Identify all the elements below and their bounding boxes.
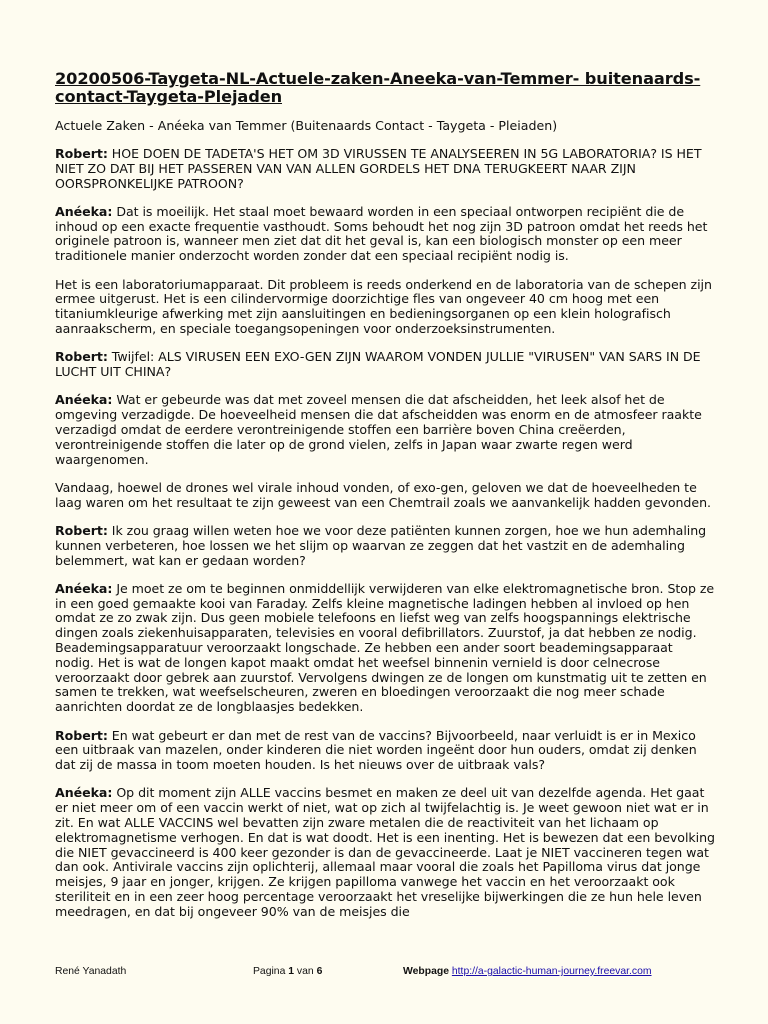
paragraph-list [55, 147, 715, 920]
paragraph [55, 147, 715, 191]
paragraph-text: HOE DOEN DE TADETA'S HET OM 3D VIRUSSEN TE ANALYSEEREN IN 5G LABORATORIA? IS HET NIET ZO DAT BIJ HET PASSEREN VAN VAN ALLEN GORDELS HET DNA TERUGKEERT NAAR ZIJN OORSPRONKELIJKE PATROON? [55, 146, 702, 191]
paragraph-text: Het is een laboratoriumapparaat. Dit probleem is reeds onderkend en de laboratoria van de schepen zijn ermee uitgerust. Het is een cilindervormige doorzichtige fles van ongeveer 40 cm hoog met een titaniumkleurige afwerking met zijn aansluitingen en bedieningsorganen op een klein holografisch aanraakscherm, en speciale toegangsopeningen voor onderzoeksinstrumenten. [55, 276, 712, 336]
page-current: 1 [288, 966, 295, 977]
footer-page-number [253, 966, 322, 977]
document-subtitle: Actuele Zaken - Anéeka van Temmer (Buitenaards Contact - Taygeta - Pleiaden) [55, 118, 558, 133]
paragraph-text: Wat er gebeurde was dat met zoveel mensen die dat afscheidden, het leek alsof het de omgeving verzadigde. De hoeveelheid mensen die dat afscheidden was enorm en de atmosfeer raakte verzadigd omdat de eerdere verontreinigende stoffen een barrière boven China creëerden, verontreinigende stoffen die later op de grond vielen, zelfs in Japan waar zwarte regen werd waargenomen. [55, 392, 702, 467]
page-total: 6 [316, 966, 323, 977]
speaker-label: Robert: [55, 522, 108, 538]
paragraph [55, 205, 715, 264]
paragraph [55, 278, 715, 337]
paragraph-text: Twijfel: ALS VIRUSEN EEN EXO-GEN ZIJN WAAROM VONDEN JULLIE "VIRUSEN" VAN SARS IN DE LUCHT UIT CHINA? [55, 349, 701, 380]
paragraph [55, 350, 715, 380]
speaker-label: Robert: [55, 349, 108, 365]
footer-author: René Yanadath [55, 966, 127, 977]
page-prefix: Pagina [253, 966, 289, 977]
paragraph [55, 729, 715, 773]
paragraph [55, 786, 715, 919]
paragraph-text: Op dit moment zijn ALLE vaccins besmet en maken ze deel uit van dezelfde agenda. Het gaat er niet meer om of een vaccin werkt of niet, wat op zich al twijfelachtig is. Je weet gewoon niet wat er in zit. En wat ALLE VACCINS wel bevatten zijn zware metalen die de reactiviteit van het lichaam op elektromagnetisme verhogen. En dat is wat doodt. Het is een inenting. Het is bewezen dat een bevolking die NIET gevaccineerd is 400 keer gezonder is dan de gevaccineerde. Laat je NIET vaccineren tegen wat dan ook. Antivirale vaccins zijn oplichterij, allemaal maar vooral die zoals het Papilloma virus dat jonge meisjes, 9 jaar en jonger, krijgen. Ze krijgen papilloma vanwege het vaccin en het veroorzaakt ook steriliteit en in een zeer hoog percentage veroorzaakt het vreselijke bijwerkingen die ze hun hele leven meedragen, en dat bij ongeveer 90% van de meisjes die [55, 785, 715, 919]
speaker-label: Anéeka: [55, 203, 113, 219]
speaker-label: Robert: [55, 727, 108, 743]
paragraph-text: Ik zou graag willen weten hoe we voor deze patiënten kunnen zorgen, hoe we hun ademhaling kunnen verbeteren, hoe lossen we het slijm op waarvan ze zeggen dat het vastzit en de ademhaling belemmert, wat kan er gedaan worden? [55, 522, 707, 568]
speaker-label: Anéeka: [55, 785, 113, 801]
webpage-link[interactable]: http://a-galactic-human-journey.freevar.com [451, 966, 652, 977]
speaker-label: Robert: [55, 146, 108, 161]
paragraph-text: Dat is moeilijk. Het staal moet bewaard worden in een speciaal ontworpen recipiënt die de inhoud op een exacte frequentie vasthoudt. Soms behoudt het nog zijn 3D patroon omdat het reeds het originele patroon is, wanneer men ziet dat dit het geval is, kan een biologisch monster op een meer traditionele manier onderzocht worden zonder dat een speciaal recipiënt nodig is. [55, 203, 708, 264]
page-footer [55, 966, 715, 982]
document-page [55, 70, 715, 933]
webpage-label: Webpage [403, 966, 449, 977]
footer-webpage [403, 966, 652, 977]
paragraph [55, 524, 715, 568]
paragraph [55, 393, 715, 467]
speaker-label: Anéeka: [55, 580, 113, 596]
paragraph-text: Je moet ze om te beginnen onmiddellijk verwijderen van elke elektromagnetische bron. Stop ze in een goed gemaakte kooi van Faraday. Zelfs kleine magnetische ladingen hebben al invloed op hen omdat ze zo zwak zijn. Dus geen mobiele telefoons en liefst weg van zelfs hoogspannings elektrische dingen zoals ziekenhuisapparaten, televisies en vooral defibrillators. Zuurstof, ja dat hebben ze nodig. Beademingsapparatuur veroorzaakt longschade. Ze hebben een ander soort beademingsapparaat nodig. Het is wat de longen kapot maakt omdat het weefsel binnenin vernield is door celnecrose veroorzaakt door gebrek aan zuurstof. Vervolgens dwingen ze de longen om kunstmatig uit te zetten en samen te trekken, wat weefselscheuren, zweren en bloedingen veroorzaakt die nog meer schade aanrichten doordat ze de longblaasjes bedekken. [55, 580, 715, 715]
paragraph [55, 481, 715, 511]
paragraph [55, 582, 715, 715]
speaker-label: Anéeka: [55, 392, 113, 408]
paragraph-text: Vandaag, hoewel de drones wel virale inhoud vonden, of exo-gen, geloven we dat de hoeveelheden te laag waren om het resultaat te zijn geweest van een Chemtrail zoals we aanvankelijk hadden gevonden. [55, 479, 711, 510]
page-middle: van [294, 966, 317, 977]
paragraph-text: En wat gebeurt er dan met de rest van de vaccins? Bijvoorbeeld, naar verluidt is er in Mexico een uitbraak van mazelen, onder kinderen die niet worden ingeënt door hun ouders, omdat zij denken dat zij de massa in toom moeten houden. Is het nieuws over de uitbraak vals? [55, 727, 697, 773]
document-title: 20200506-Taygeta-NL-Actuele-zaken-Aneeka-van-Temmer- buitenaards-contact-Taygeta-Plejaden [55, 69, 701, 106]
